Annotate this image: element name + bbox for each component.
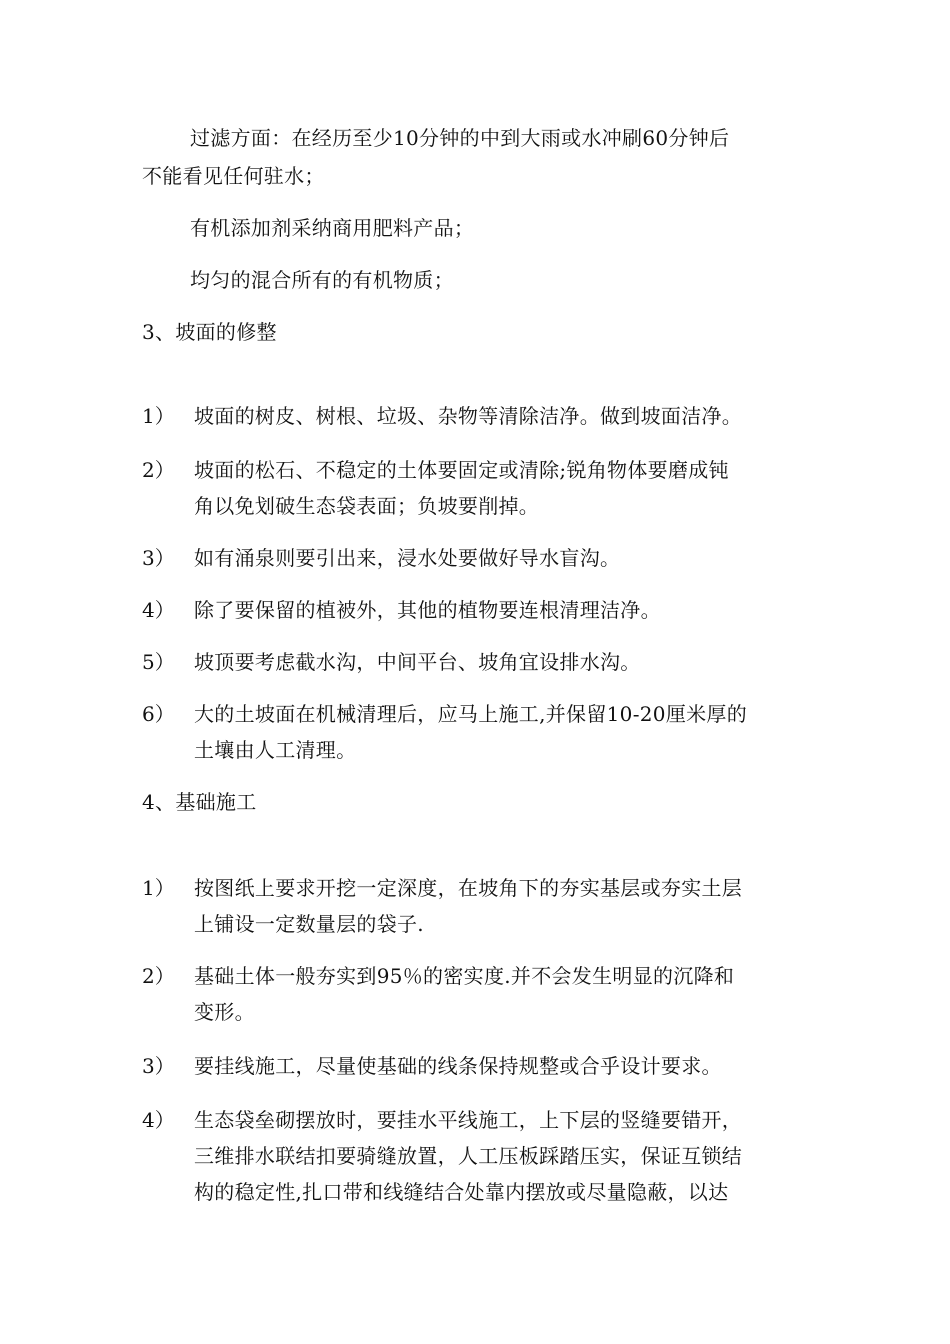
s4-item-1-number: 1）: [142, 876, 175, 900]
s3-item-6-line-1: 大的土坡面在机械清理后，应马上施工,并保留10-20厘米厚的: [194, 702, 748, 726]
s3-item-1-line-1: 坡面的树皮、树根、垃圾、杂物等清除洁净。做到坡面洁净。: [194, 404, 743, 428]
s4-item-3-number: 3）: [142, 1054, 175, 1078]
s4-item-2-line-2: 变形。: [194, 1000, 255, 1024]
s4-item-2-number: 2）: [142, 964, 175, 988]
filter-paragraph-line-1: 过滤方面：在经历至少10分钟的中到大雨或水冲刷60分钟后: [190, 126, 730, 150]
s3-item-6-number: 6）: [142, 702, 175, 726]
s3-item-5-line-1: 坡顶要考虑截水沟，中间平台、坡角宜设排水沟。: [194, 650, 641, 674]
s4-item-2-line-1: 基础土体一般夯实到95％的密实度.并不会发生明显的沉降和: [194, 964, 735, 988]
s3-item-5-number: 5）: [142, 650, 175, 674]
s4-item-4-line-1: 生态袋垒砌摆放时，要挂水平线施工，上下层的竖缝要错开，: [194, 1108, 743, 1132]
section-3-heading: 3、坡面的修整: [142, 320, 277, 344]
s3-item-2-line-1: 坡面的松石、不稳定的土体要固定或清除;锐角物体要磨成钝: [194, 458, 729, 482]
mix-organic-paragraph: 均匀的混合所有的有机物质；: [190, 268, 454, 292]
s3-item-3-line-1: 如有涌泉则要引出来，浸水处要做好导水盲沟。: [194, 546, 621, 570]
section-4-heading: 4、基础施工: [142, 790, 257, 814]
s4-item-4-line-2: 三维排水联结扣要骑缝放置，人工压板踩踏压实，保证互锁结: [194, 1144, 743, 1168]
s4-item-1-line-1: 按图纸上要求开挖一定深度，在坡角下的夯实基层或夯实土层: [194, 876, 743, 900]
s4-item-3-line-1: 要挂线施工，尽量使基础的线条保持规整或合乎设计要求。: [194, 1054, 722, 1078]
s4-item-4-number: 4）: [142, 1108, 175, 1132]
s4-item-1-line-2: 上铺设一定数量层的袋子.: [194, 912, 424, 936]
s3-item-4-line-1: 除了要保留的植被外，其他的植物要连根清理洁净。: [194, 598, 661, 622]
s3-item-2-number: 2）: [142, 458, 175, 482]
s3-item-2-line-2: 角以免划破生态袋表面；负坡要削掉。: [194, 494, 540, 518]
s3-item-1-number: 1）: [142, 404, 175, 428]
s3-item-3-number: 3）: [142, 546, 175, 570]
s3-item-4-number: 4）: [142, 598, 175, 622]
filter-paragraph-line-2: 不能看见任何驻水；: [142, 164, 325, 188]
s4-item-4-line-3: 构的稳定性,扎口带和线缝结合处靠内摆放或尽量隐蔽，以达: [194, 1180, 729, 1204]
s3-item-6-line-2: 土壤由人工清理。: [194, 738, 357, 762]
organic-additive-paragraph: 有机添加剂采纳商用肥料产品；: [190, 216, 475, 240]
